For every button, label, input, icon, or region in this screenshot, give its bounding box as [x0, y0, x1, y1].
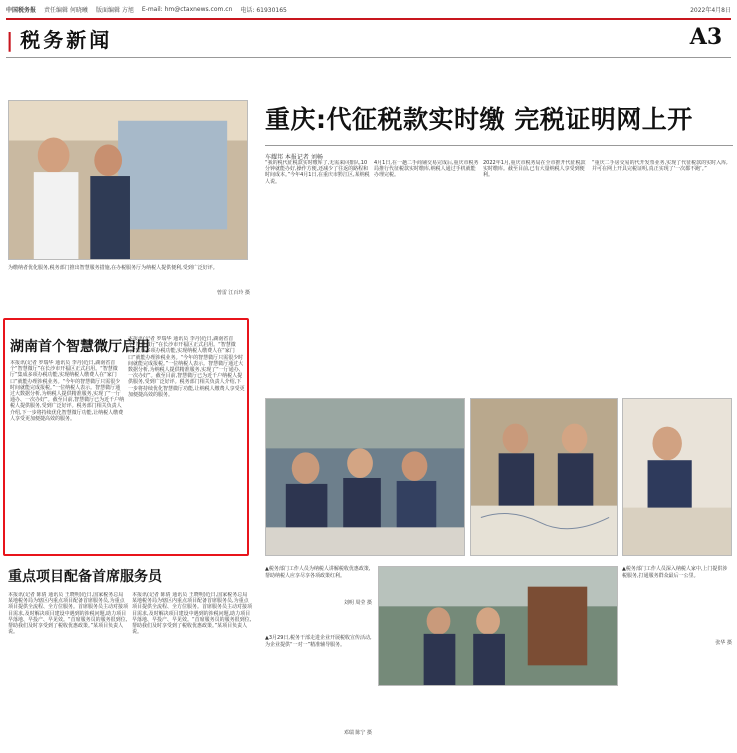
box-story-text-left: 本报讯(记者 罗瑞华 通讯员 李丹)近日,湖南省首个“智慧微厅”在长沙市开福区正式启用。“智慧微厅”集成多项办税功能,实现纳税人缴费人在“家门口”就能办理涉税业务。“今年的智慧微厅只需很少时间就能完成报税。”一位纳税人表示。智慧微厅通过大数据分析,为纳税人提供精准服务,实现了“一厅通办、一次办好”。截至目前,智慧微厅已为近千户纳税人提供服务,受到广泛好评。税务部门相关负责人介绍,下一步将持续优化智慧微厅功能,让纳税人缴费人享受更加便捷高效的服务。 [10, 360, 125, 422]
masthead [6, 3, 731, 15]
left-top-photo [8, 100, 248, 260]
main-col-3: 2022年1月,重庆市税务局在全市推开代征税款实时缴库。截至目前,已有大量纳税人享受到便利。 [483, 160, 586, 179]
left-photo-caption: 为缴纳者优化服务,税务部门推出智慧服务措施,在办税服务厅为纳税人提供便利,受到广泛好评。 [8, 265, 218, 271]
section-banner [6, 18, 731, 58]
photo-credit-3: 张华 摄 [715, 640, 732, 646]
second-story-text-left: 本报讯(记者 陈倩 通讯员 王晓明)近日,国家税务总局某地税务局为辖区内重点项目配备首席服务员,为重点项目提供全流程、全方位服务。首席服务员主动对接项目需求,及时解决项目建设中遇到的涉税问题,助力项目早落地、早投产、早见效。“首席服务员的服务很到位,帮助我们及时享受到了税收优惠政策。”某项目负责人说。 [8, 592, 128, 636]
left-photo-credit: 曾雷 江百玲 摄 [216, 290, 250, 296]
photo-home-visit [622, 398, 732, 556]
main-headline: 重庆:代征税款实时缴 完税证明网上开 [265, 105, 693, 134]
photo-caption-1: ▲税务部门工作人员为纳税人讲解税收优惠政策,帮助纳税人应享尽享各项政策红利。 [265, 566, 371, 579]
paper-name: 中国税务报 [6, 6, 37, 14]
main-col-2: 4月1日,在一趟二手商铺交易完成后,重庆市税务局推行代征税款实时缴库,纳税人通过手机就能办理完税。 [374, 160, 479, 179]
email-label: E-mail: hm@ctaxnews.com.cn [141, 5, 233, 13]
main-byline: 车耀邦 本报记者 刘畅 [265, 154, 323, 161]
photo-embroidery [470, 398, 618, 556]
photo-credit-1: 刘明 周莹 摄 [343, 600, 372, 606]
photo-enterprise-visit [378, 566, 618, 686]
section-bracket-icon: | [6, 28, 17, 52]
issue-date: 2022年4月8日 [690, 6, 731, 14]
box-story-text-right: 本报讯(记者 罗瑞华 通讯员 李丹)近日,湖南省首个“智慧微厅”在长沙市开福区正式启用。“智慧微厅”集成多项办税功能,实现纳税人缴费人在“家门口”就能办理涉税业务。“今年的智慧微厅只需很少时间就能完成报税。”一位纳税人表示。智慧微厅通过大数据分析,为纳税人提供精准服务,实现了“一厅通办、一次办好”。截至目前,智慧微厅已为近千户纳税人提供服务,受到广泛好评。税务部门相关负责人介绍,下一步将持续优化智慧微厅功能,让纳税人缴费人享受更加便捷高效的服务。 [128, 336, 245, 398]
headline-rule [265, 145, 733, 146]
photo-credit-2: 邓瑞 陈宁 摄 [343, 730, 372, 736]
box-story-title: 湖南首个智慧微厅启用 [10, 339, 150, 355]
main-col-4: “重庆二手房交易的代开发票业务,实现了代征税款的实时入库,并可在网上开具完税证明,真正实现了‘一次都不跑’。” [592, 160, 728, 173]
page-number: A3 [683, 24, 729, 54]
main-col-1: “我的税代征税款实时缴库了,无需来回排队,10分钟就能办好,操作方便,还减少了往返的路程和时间成本。”今年4月1日,在重庆市黔江区,某纳税人说。 [265, 160, 370, 185]
phone-label: 电话: 61930165 [240, 6, 287, 14]
editor-label: 版面编辑 方旭 [95, 6, 134, 14]
photo-tax-officers [265, 398, 465, 556]
section-title: | 税务新闻 [6, 28, 113, 52]
second-story-title: 重点项目配备首席服务员 [8, 569, 162, 585]
photo-caption-2: ▲3月29日,税务干部走进企业开展税收宣传活动,为企业提供“一对一”精准辅导服务。 [265, 635, 372, 648]
second-story-text-right: 本报讯(记者 陈倩 通讯员 王晓明)近日,国家税务总局某地税务局为辖区内重点项目配备首席服务员,为重点项目提供全流程、全方位服务。首席服务员主动对接项目需求,及时解决项目建设中遇到的涉税问题,助力项目早落地、早投产、早见效。“首席服务员的服务很到位,帮助我们及时享受到了税收优惠政策。”某项目负责人说。 [132, 592, 252, 636]
photo-caption-3: ▲税务部门工作人员深入纳税人家中,上门提供涉税服务,打通服务群众最后一公里。 [622, 566, 728, 579]
edition-label: 责任编辑 何晓曦 [44, 6, 88, 14]
